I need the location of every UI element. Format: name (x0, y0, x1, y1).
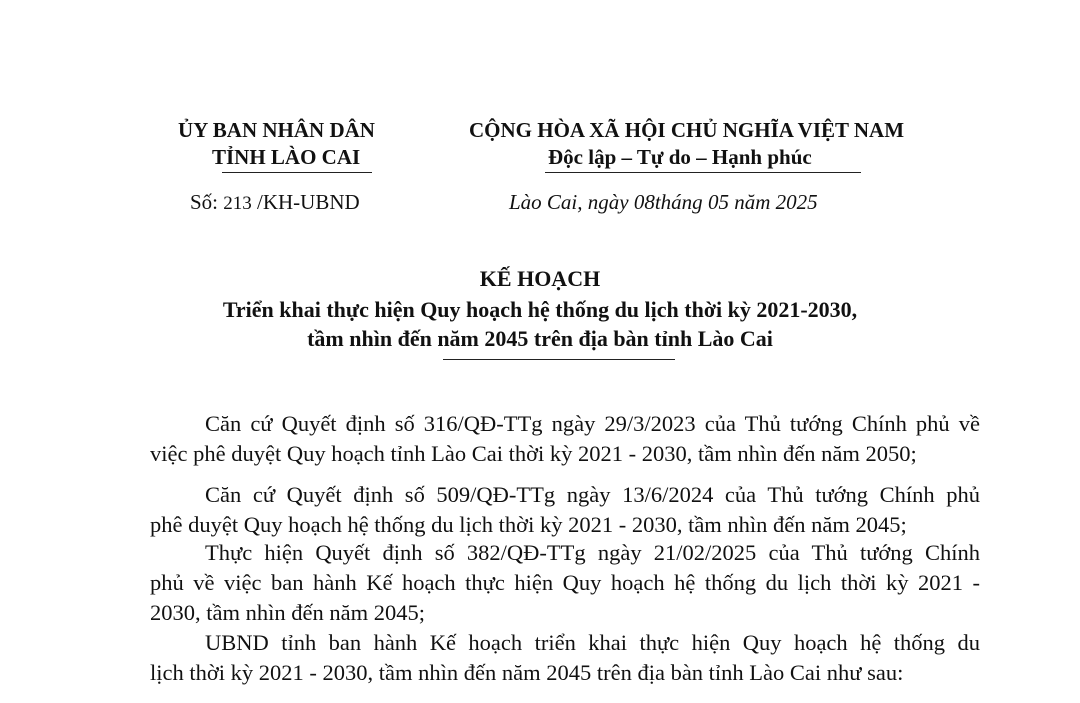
date-month-label: tháng (654, 190, 703, 214)
document-number-suffix: /KH-UBND (257, 190, 360, 214)
issuing-authority: ỦY BAN NHÂN DÂN (178, 118, 375, 142)
document-type: KẾ HOẠCH (479, 266, 601, 291)
document-title-line2: tầm nhìn đến năm 2045 trên địa bàn tỉnh Lào Cai (307, 326, 773, 351)
document-number-value: 213 (223, 193, 252, 214)
date-year: năm 2025 (734, 190, 818, 214)
paragraph-1-line-1: Căn cứ Quyết định số 316/QĐ-TTg ngày 29/3/2023 của Thủ tướng Chính phủ về (205, 411, 980, 436)
date-day: 08 (633, 190, 655, 214)
date-month: 05 (707, 190, 729, 214)
date-prefix: Lào Cai, ngày (509, 190, 629, 214)
paragraph-4-line-1: UBND tỉnh ban hành Kế hoạch triển khai thực hiện Quy hoạch hệ thống du (205, 630, 980, 655)
right-header-rule (545, 172, 861, 173)
paragraph-3 (150, 538, 980, 628)
national-motto: Độc lập – Tự do – Hạnh phúc (548, 145, 812, 169)
national-title: CỘNG HÒA XÃ HỘI CHỦ NGHĨA VIỆT NAM (469, 118, 905, 142)
paragraph-4-line-2: lịch thời kỳ 2021 - 2030, tầm nhìn đến năm 2045 trên địa bàn tỉnh Lào Cai như sau: (150, 660, 904, 685)
left-header-rule (222, 172, 372, 173)
document-title-line1: Triển khai thực hiện Quy hoạch hệ thống du lịch thời kỳ 2021-2030, (222, 297, 858, 322)
paragraph-2-line-1: Căn cứ Quyết định số 509/QĐ-TTg ngày 13/6/2024 của Thủ tướng Chính phủ (205, 482, 980, 507)
document-number-prefix: Số: (190, 190, 219, 214)
paragraph-3-line-1: Thực hiện Quyết định số 382/QĐ-TTg ngày 21/02/2025 của Thủ tướng Chính (205, 540, 980, 565)
paragraph-4 (150, 628, 980, 688)
paragraph-2-line-2: phê duyệt Quy hoạch hệ thống du lịch thời kỳ 2021 - 2030, tầm nhìn đến năm 2045; (150, 512, 907, 537)
document-number (190, 190, 360, 216)
paragraph-1-line-2: việc phê duyệt Quy hoạch tỉnh Lào Cai thời kỳ 2021 - 2030, tầm nhìn đến năm 2050; (150, 441, 917, 466)
document-date (509, 190, 818, 214)
paragraph-2 (150, 480, 980, 540)
paragraph-3-line-2: phủ về việc ban hành Kế hoạch thực hiện Quy hoạch hệ thống du lịch thời kỳ 2021 - (150, 570, 980, 595)
paragraph-3-line-3: 2030, tầm nhìn đến năm 2045; (150, 600, 425, 625)
title-rule (443, 359, 675, 360)
paragraph-1 (150, 409, 980, 469)
issuing-province: TỈNH LÀO CAI (212, 145, 361, 169)
